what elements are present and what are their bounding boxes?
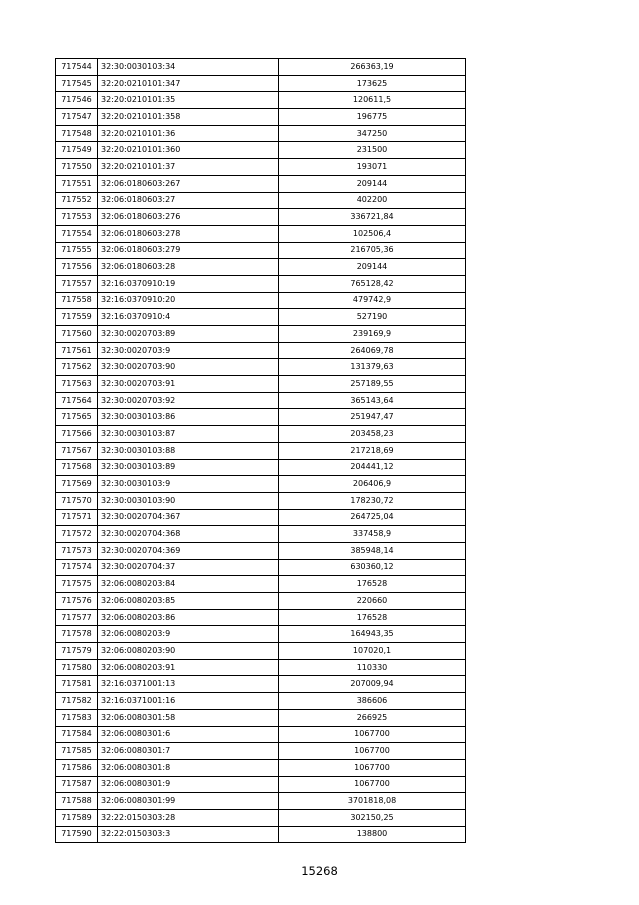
cadastral-number-cell: 32:20:0210101:36 bbox=[98, 125, 279, 142]
row-id-cell: 717577 bbox=[56, 609, 98, 626]
cadastral-number-cell: 32:30:0030103:87 bbox=[98, 426, 279, 443]
cadastral-number-cell: 32:06:0080203:9 bbox=[98, 626, 279, 643]
cadastral-value-cell: 302150,25 bbox=[279, 809, 466, 826]
cadastral-value-cell: 385948,14 bbox=[279, 542, 466, 559]
cadastral-number-cell: 32:30:0020704:367 bbox=[98, 509, 279, 526]
table-row bbox=[56, 159, 466, 176]
table-row bbox=[56, 676, 466, 693]
table-row bbox=[56, 426, 466, 443]
cadastral-value-cell: 386606 bbox=[279, 693, 466, 710]
cadastral-number-cell: 32:20:0210101:347 bbox=[98, 75, 279, 92]
cadastral-number-cell: 32:30:0020703:91 bbox=[98, 376, 279, 393]
table-body bbox=[56, 59, 466, 843]
row-id-cell: 717565 bbox=[56, 409, 98, 426]
cadastral-value-cell: 231500 bbox=[279, 142, 466, 159]
row-id-cell: 717588 bbox=[56, 793, 98, 810]
row-id-cell: 717585 bbox=[56, 743, 98, 760]
table-row bbox=[56, 125, 466, 142]
cadastral-number-cell: 32:30:0030103:86 bbox=[98, 409, 279, 426]
table-row bbox=[56, 726, 466, 743]
cadastral-number-cell: 32:06:0080301:6 bbox=[98, 726, 279, 743]
cadastral-number-cell: 32:06:0180603:279 bbox=[98, 242, 279, 259]
cadastral-value-cell: 266925 bbox=[279, 709, 466, 726]
cadastral-value-cell: 176528 bbox=[279, 609, 466, 626]
table-row bbox=[56, 409, 466, 426]
cadastral-value-cell: 102506,4 bbox=[279, 225, 466, 242]
cadastral-value-cell: 239169,9 bbox=[279, 326, 466, 343]
cadastral-number-cell: 32:06:0080203:84 bbox=[98, 576, 279, 593]
table-row bbox=[56, 275, 466, 292]
cadastral-number-cell: 32:16:0371001:16 bbox=[98, 693, 279, 710]
cadastral-number-cell: 32:06:0180603:276 bbox=[98, 209, 279, 226]
table-row bbox=[56, 175, 466, 192]
cadastral-value-cell: 3701818,08 bbox=[279, 793, 466, 810]
cadastral-number-cell: 32:20:0210101:37 bbox=[98, 159, 279, 176]
cadastral-value-cell: 1067700 bbox=[279, 743, 466, 760]
cadastral-value-cell: 209144 bbox=[279, 259, 466, 276]
row-id-cell: 717573 bbox=[56, 542, 98, 559]
table-row bbox=[56, 759, 466, 776]
cadastral-value-cell: 173625 bbox=[279, 75, 466, 92]
cadastral-value-cell: 196775 bbox=[279, 109, 466, 126]
cadastral-number-cell: 32:16:0370910:19 bbox=[98, 275, 279, 292]
cadastral-value-table bbox=[55, 58, 466, 843]
cadastral-number-cell: 32:06:0080301:8 bbox=[98, 759, 279, 776]
cadastral-number-cell: 32:30:0020704:368 bbox=[98, 526, 279, 543]
cadastral-number-cell: 32:30:0020704:37 bbox=[98, 559, 279, 576]
cadastral-number-cell: 32:06:0080203:85 bbox=[98, 593, 279, 610]
row-id-cell: 717557 bbox=[56, 275, 98, 292]
cadastral-number-cell: 32:06:0080301:58 bbox=[98, 709, 279, 726]
row-id-cell: 717579 bbox=[56, 643, 98, 660]
row-id-cell: 717549 bbox=[56, 142, 98, 159]
row-id-cell: 717568 bbox=[56, 459, 98, 476]
table-row bbox=[56, 476, 466, 493]
row-id-cell: 717564 bbox=[56, 392, 98, 409]
cadastral-value-cell: 266363,19 bbox=[279, 59, 466, 76]
row-id-cell: 717590 bbox=[56, 826, 98, 843]
table-row bbox=[56, 659, 466, 676]
row-id-cell: 717578 bbox=[56, 626, 98, 643]
cadastral-number-cell: 32:30:0020703:92 bbox=[98, 392, 279, 409]
cadastral-value-cell: 176528 bbox=[279, 576, 466, 593]
page-number: 15268 bbox=[301, 864, 338, 878]
table-row bbox=[56, 826, 466, 843]
table-row bbox=[56, 593, 466, 610]
cadastral-number-cell: 32:30:0030103:9 bbox=[98, 476, 279, 493]
row-id-cell: 717562 bbox=[56, 359, 98, 376]
cadastral-value-cell: 203458,23 bbox=[279, 426, 466, 443]
row-id-cell: 717548 bbox=[56, 125, 98, 142]
cadastral-number-cell: 32:30:0030103:90 bbox=[98, 492, 279, 509]
cadastral-value-cell: 251947,47 bbox=[279, 409, 466, 426]
row-id-cell: 717550 bbox=[56, 159, 98, 176]
table-row bbox=[56, 809, 466, 826]
table-row bbox=[56, 109, 466, 126]
table-row bbox=[56, 643, 466, 660]
cadastral-value-cell: 337458,9 bbox=[279, 526, 466, 543]
row-id-cell: 717551 bbox=[56, 175, 98, 192]
table-row bbox=[56, 75, 466, 92]
row-id-cell: 717545 bbox=[56, 75, 98, 92]
cadastral-value-cell: 138800 bbox=[279, 826, 466, 843]
cadastral-number-cell: 32:16:0370910:20 bbox=[98, 292, 279, 309]
cadastral-value-cell: 131379,63 bbox=[279, 359, 466, 376]
row-id-cell: 717582 bbox=[56, 693, 98, 710]
row-id-cell: 717553 bbox=[56, 209, 98, 226]
cadastral-value-cell: 630360,12 bbox=[279, 559, 466, 576]
cadastral-number-cell: 32:06:0080301:99 bbox=[98, 793, 279, 810]
cadastral-number-cell: 32:06:0180603:27 bbox=[98, 192, 279, 209]
cadastral-value-cell: 204441,12 bbox=[279, 459, 466, 476]
row-id-cell: 717575 bbox=[56, 576, 98, 593]
table-row bbox=[56, 459, 466, 476]
row-id-cell: 717587 bbox=[56, 776, 98, 793]
table-row bbox=[56, 693, 466, 710]
cadastral-number-cell: 32:22:0150303:3 bbox=[98, 826, 279, 843]
cadastral-number-cell: 32:20:0210101:35 bbox=[98, 92, 279, 109]
row-id-cell: 717560 bbox=[56, 326, 98, 343]
cadastral-value-cell: 1067700 bbox=[279, 776, 466, 793]
cadastral-number-cell: 32:06:0080203:91 bbox=[98, 659, 279, 676]
table-row bbox=[56, 509, 466, 526]
row-id-cell: 717589 bbox=[56, 809, 98, 826]
cadastral-value-cell: 479742,9 bbox=[279, 292, 466, 309]
table-row bbox=[56, 559, 466, 576]
cadastral-number-cell: 32:22:0150303:28 bbox=[98, 809, 279, 826]
table-row bbox=[56, 359, 466, 376]
cadastral-value-cell: 264069,78 bbox=[279, 342, 466, 359]
cadastral-value-cell: 217218,69 bbox=[279, 442, 466, 459]
row-id-cell: 717586 bbox=[56, 759, 98, 776]
table-row bbox=[56, 392, 466, 409]
table-row bbox=[56, 709, 466, 726]
table-row bbox=[56, 292, 466, 309]
cadastral-number-cell: 32:20:0210101:358 bbox=[98, 109, 279, 126]
row-id-cell: 717583 bbox=[56, 709, 98, 726]
cadastral-number-cell: 32:06:0180603:267 bbox=[98, 175, 279, 192]
table-row bbox=[56, 576, 466, 593]
cadastral-number-cell: 32:20:0210101:360 bbox=[98, 142, 279, 159]
row-id-cell: 717547 bbox=[56, 109, 98, 126]
row-id-cell: 717563 bbox=[56, 376, 98, 393]
row-id-cell: 717570 bbox=[56, 492, 98, 509]
cadastral-value-cell: 1067700 bbox=[279, 759, 466, 776]
table-row bbox=[56, 776, 466, 793]
cadastral-value-cell: 206406,9 bbox=[279, 476, 466, 493]
cadastral-value-cell: 336721,84 bbox=[279, 209, 466, 226]
row-id-cell: 717581 bbox=[56, 676, 98, 693]
row-id-cell: 717566 bbox=[56, 426, 98, 443]
cadastral-value-cell: 209144 bbox=[279, 175, 466, 192]
cadastral-value-cell: 365143,64 bbox=[279, 392, 466, 409]
cadastral-value-cell: 110330 bbox=[279, 659, 466, 676]
cadastral-value-cell: 765128,42 bbox=[279, 275, 466, 292]
row-id-cell: 717584 bbox=[56, 726, 98, 743]
cadastral-value-cell: 164943,35 bbox=[279, 626, 466, 643]
cadastral-number-cell: 32:30:0020703:90 bbox=[98, 359, 279, 376]
cadastral-value-cell: 216705,36 bbox=[279, 242, 466, 259]
row-id-cell: 717552 bbox=[56, 192, 98, 209]
cadastral-value-cell: 193071 bbox=[279, 159, 466, 176]
table-row bbox=[56, 142, 466, 159]
cadastral-number-cell: 32:30:0030103:88 bbox=[98, 442, 279, 459]
table-row bbox=[56, 259, 466, 276]
cadastral-number-cell: 32:06:0180603:28 bbox=[98, 259, 279, 276]
row-id-cell: 717559 bbox=[56, 309, 98, 326]
cadastral-value-cell: 527190 bbox=[279, 309, 466, 326]
row-id-cell: 717555 bbox=[56, 242, 98, 259]
cadastral-value-cell: 402200 bbox=[279, 192, 466, 209]
table-row bbox=[56, 342, 466, 359]
cadastral-number-cell: 32:30:0030103:89 bbox=[98, 459, 279, 476]
row-id-cell: 717558 bbox=[56, 292, 98, 309]
table-row bbox=[56, 743, 466, 760]
row-id-cell: 717567 bbox=[56, 442, 98, 459]
row-id-cell: 717571 bbox=[56, 509, 98, 526]
cadastral-value-cell: 120611,5 bbox=[279, 92, 466, 109]
cadastral-number-cell: 32:30:0020703:89 bbox=[98, 326, 279, 343]
cadastral-value-cell: 264725,04 bbox=[279, 509, 466, 526]
cadastral-number-cell: 32:30:0020704:369 bbox=[98, 542, 279, 559]
cadastral-number-cell: 32:06:0080203:90 bbox=[98, 643, 279, 660]
cadastral-number-cell: 32:16:0371001:13 bbox=[98, 676, 279, 693]
row-id-cell: 717572 bbox=[56, 526, 98, 543]
cadastral-value-cell: 107020,1 bbox=[279, 643, 466, 660]
table-row bbox=[56, 309, 466, 326]
row-id-cell: 717580 bbox=[56, 659, 98, 676]
row-id-cell: 717544 bbox=[56, 59, 98, 76]
table-row bbox=[56, 542, 466, 559]
table-row bbox=[56, 609, 466, 626]
table-row bbox=[56, 225, 466, 242]
table-row bbox=[56, 376, 466, 393]
row-id-cell: 717556 bbox=[56, 259, 98, 276]
row-id-cell: 717554 bbox=[56, 225, 98, 242]
row-id-cell: 717576 bbox=[56, 593, 98, 610]
cadastral-value-cell: 257189,55 bbox=[279, 376, 466, 393]
table-row bbox=[56, 626, 466, 643]
table-row bbox=[56, 793, 466, 810]
row-id-cell: 717574 bbox=[56, 559, 98, 576]
table-row bbox=[56, 59, 466, 76]
cadastral-number-cell: 32:16:0370910:4 bbox=[98, 309, 279, 326]
cadastral-number-cell: 32:06:0180603:278 bbox=[98, 225, 279, 242]
table-row bbox=[56, 192, 466, 209]
table-row bbox=[56, 326, 466, 343]
cadastral-value-cell: 347250 bbox=[279, 125, 466, 142]
cadastral-value-cell: 178230,72 bbox=[279, 492, 466, 509]
cadastral-value-cell: 207009,94 bbox=[279, 676, 466, 693]
cadastral-value-cell: 220660 bbox=[279, 593, 466, 610]
table-row bbox=[56, 242, 466, 259]
table-row bbox=[56, 492, 466, 509]
table-row bbox=[56, 92, 466, 109]
cadastral-number-cell: 32:06:0080301:7 bbox=[98, 743, 279, 760]
table-row bbox=[56, 526, 466, 543]
table-row bbox=[56, 209, 466, 226]
cadastral-number-cell: 32:06:0080203:86 bbox=[98, 609, 279, 626]
table-row bbox=[56, 442, 466, 459]
row-id-cell: 717569 bbox=[56, 476, 98, 493]
row-id-cell: 717546 bbox=[56, 92, 98, 109]
cadastral-number-cell: 32:30:0030103:34 bbox=[98, 59, 279, 76]
cadastral-number-cell: 32:30:0020703:9 bbox=[98, 342, 279, 359]
row-id-cell: 717561 bbox=[56, 342, 98, 359]
cadastral-number-cell: 32:06:0080301:9 bbox=[98, 776, 279, 793]
cadastral-value-cell: 1067700 bbox=[279, 726, 466, 743]
